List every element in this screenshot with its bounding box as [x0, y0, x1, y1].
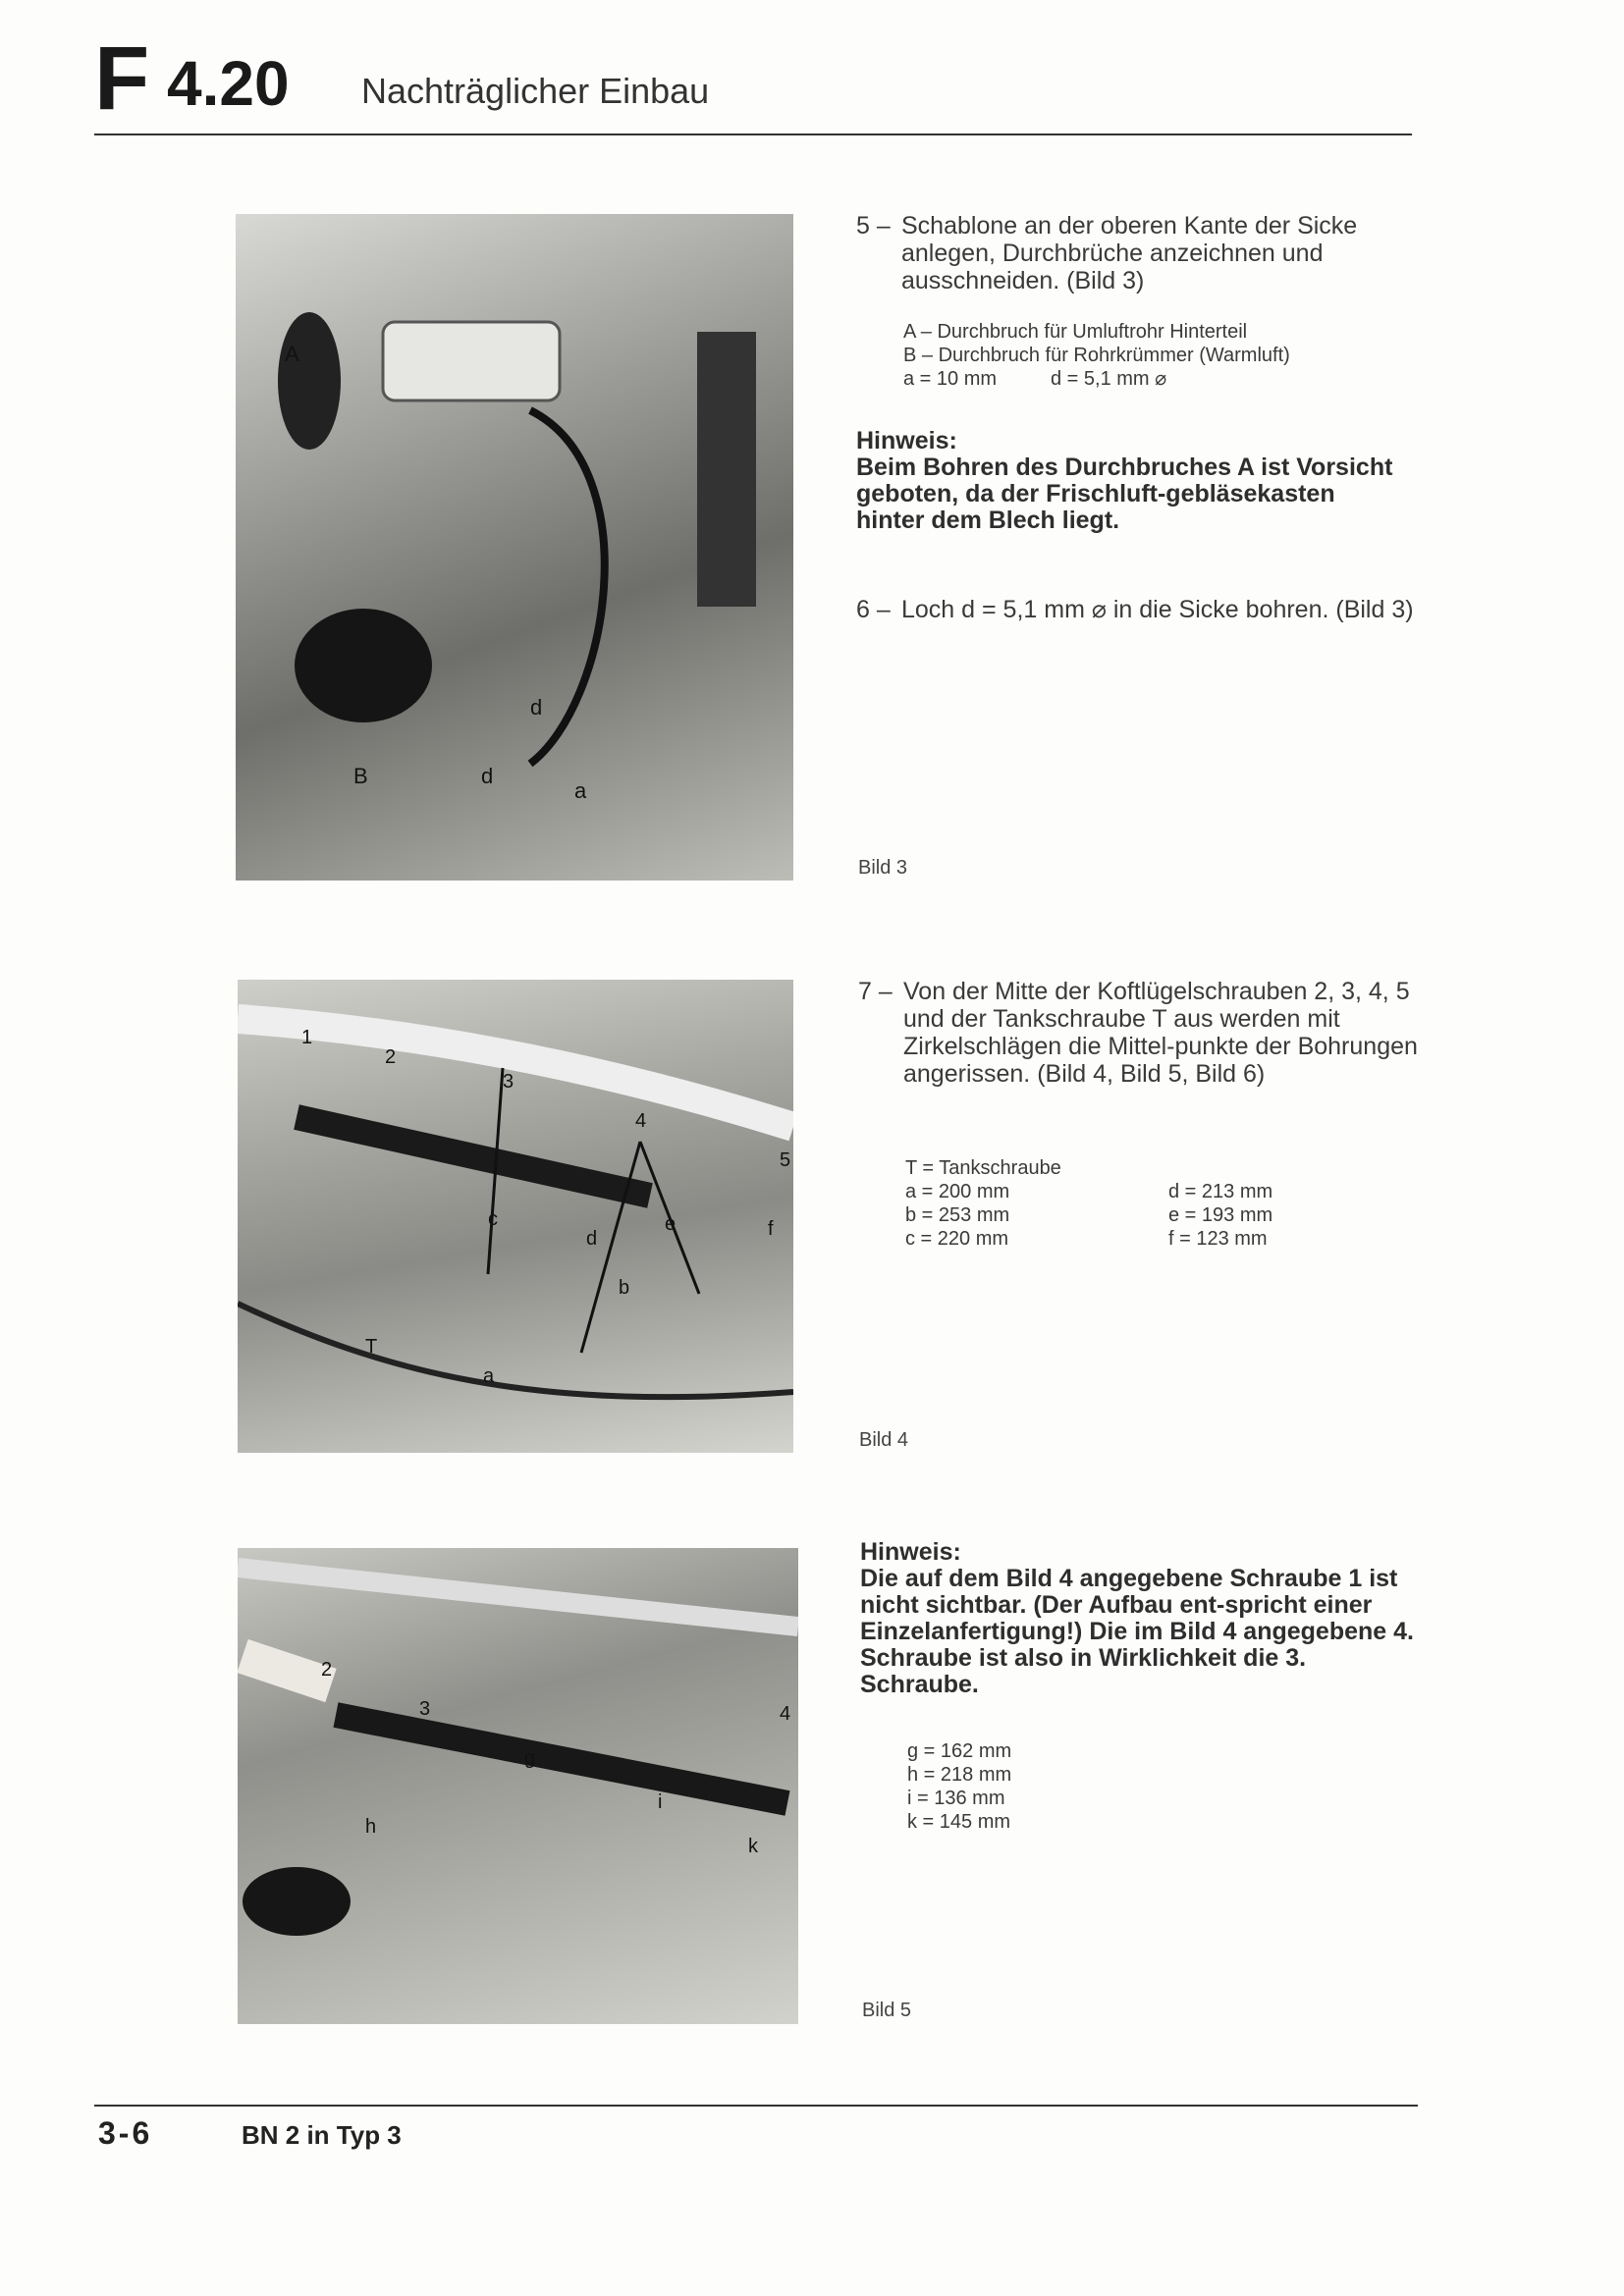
dimension: a = 10 mm [903, 368, 998, 390]
dimension: d = 5,1 mm ⌀ [1051, 368, 1167, 390]
svg-text:b: b [619, 1277, 630, 1299]
step-7-dimensions [905, 1156, 1416, 1251]
figure-5-caption: Bild 5 [862, 2000, 912, 2021]
svg-text:5: 5 [780, 1149, 791, 1171]
step-text: Loch d = 5,1 mm ⌀ in die Sicke bohren. (Bild 3) [901, 596, 1414, 623]
svg-text:h: h [365, 1816, 377, 1838]
svg-text:2: 2 [385, 1046, 397, 1068]
dimension: e = 193 mm [1168, 1204, 1273, 1226]
svg-text:d: d [530, 695, 543, 720]
svg-text:a: a [574, 778, 587, 803]
figure-3-photo [236, 214, 793, 881]
step-text: Von der Mitte der Koftlügelschrauben 2, 3, 4, 5 und der Tankschraube T aus werden mit Zirkelschlägen die Mittel-punkte der Bohrungen angerissen. (Bild 4, Bild 5, Bild 6) [903, 978, 1418, 1088]
note-2 [860, 1539, 1420, 1698]
figure-4-photo [238, 980, 793, 1453]
note-text: Die auf dem Bild 4 angegebene Schraube 1 ist nicht sichtbar. (Der Aufbau ent-spricht einer Einzelanfertigung!) Die im Bild 4 angegebene 4. Schraube ist also in Wirklichkeit die 3. Schraube. [860, 1565, 1414, 1698]
step-7 [858, 978, 1418, 1088]
step-number: 5 – [856, 212, 891, 240]
figure-4-illustration [238, 980, 793, 1453]
step-number: 6 – [856, 596, 891, 623]
svg-text:3: 3 [419, 1698, 431, 1720]
dimension: c = 220 mm [905, 1228, 1009, 1250]
legend-item: T = Tankschraube [905, 1157, 1061, 1179]
figure-3-caption: Bild 3 [858, 857, 908, 879]
dimension: i = 136 mm [907, 1788, 1005, 1809]
svg-text:i: i [658, 1791, 663, 1813]
svg-text:1: 1 [301, 1027, 313, 1048]
step-text: Schablone an der oberen Kante der Sicke anlegen, Durchbrüche anzeichnen und ausschneiden. (Bild 3) [901, 212, 1358, 294]
step-5-legend [903, 320, 1414, 391]
note-title: Hinweis: [856, 427, 957, 454]
note-title: Hinweis: [860, 1538, 961, 1566]
figure-5-illustration [238, 1548, 798, 2024]
page-title: Nachträglicher Einbau [361, 71, 710, 111]
dimension: k = 145 mm [907, 1811, 1011, 1833]
section-letter: F [94, 28, 148, 129]
step-6 [856, 596, 1416, 623]
note-text: Beim Bohren des Durchbruches A ist Vorsicht geboten, da der Frischluft-gebläsekasten hinter dem Blech liegt. [856, 454, 1393, 534]
svg-text:a: a [483, 1365, 495, 1387]
dimension: h = 218 mm [907, 1764, 1012, 1786]
svg-text:T: T [365, 1336, 378, 1358]
footer-rule [94, 2105, 1418, 2107]
step-5 [856, 212, 1416, 294]
dimension: f = 123 mm [1168, 1228, 1268, 1250]
page-number: 3-6 [98, 2115, 153, 2151]
svg-text:d: d [481, 764, 494, 788]
svg-text:e: e [665, 1213, 677, 1235]
svg-text:4: 4 [635, 1110, 647, 1132]
legend-item: A – Durchbruch für Umluftrohr Hinterteil [903, 321, 1248, 343]
dimension: a = 200 mm [905, 1181, 1010, 1202]
svg-text:f: f [768, 1218, 774, 1240]
svg-text:k: k [748, 1836, 758, 1857]
svg-text:B: B [353, 764, 368, 788]
step-number: 7 – [858, 978, 893, 1005]
svg-text:2: 2 [321, 1659, 333, 1681]
svg-text:d: d [586, 1228, 598, 1250]
figure-3-illustration [236, 214, 793, 881]
dimension: b = 253 mm [905, 1204, 1010, 1226]
header-rule [94, 133, 1412, 135]
svg-text:g: g [524, 1747, 536, 1769]
figure-5-dimensions [907, 1739, 1202, 1834]
figure-5-photo [238, 1548, 798, 2024]
svg-text:4: 4 [780, 1703, 791, 1725]
dimension: d = 213 mm [1168, 1181, 1273, 1202]
document-id: BN 2 in Typ 3 [242, 2120, 402, 2150]
dimension: g = 162 mm [907, 1740, 1012, 1762]
figure-label: A [285, 342, 299, 366]
figure-4-caption: Bild 4 [859, 1429, 909, 1451]
note-1 [856, 428, 1406, 534]
svg-text:3: 3 [503, 1071, 514, 1093]
legend-item: B – Durchbruch für Rohrkrümmer (Warmluft) [903, 345, 1290, 366]
section-number: 4.20 [167, 48, 290, 119]
svg-text:c: c [488, 1208, 498, 1230]
